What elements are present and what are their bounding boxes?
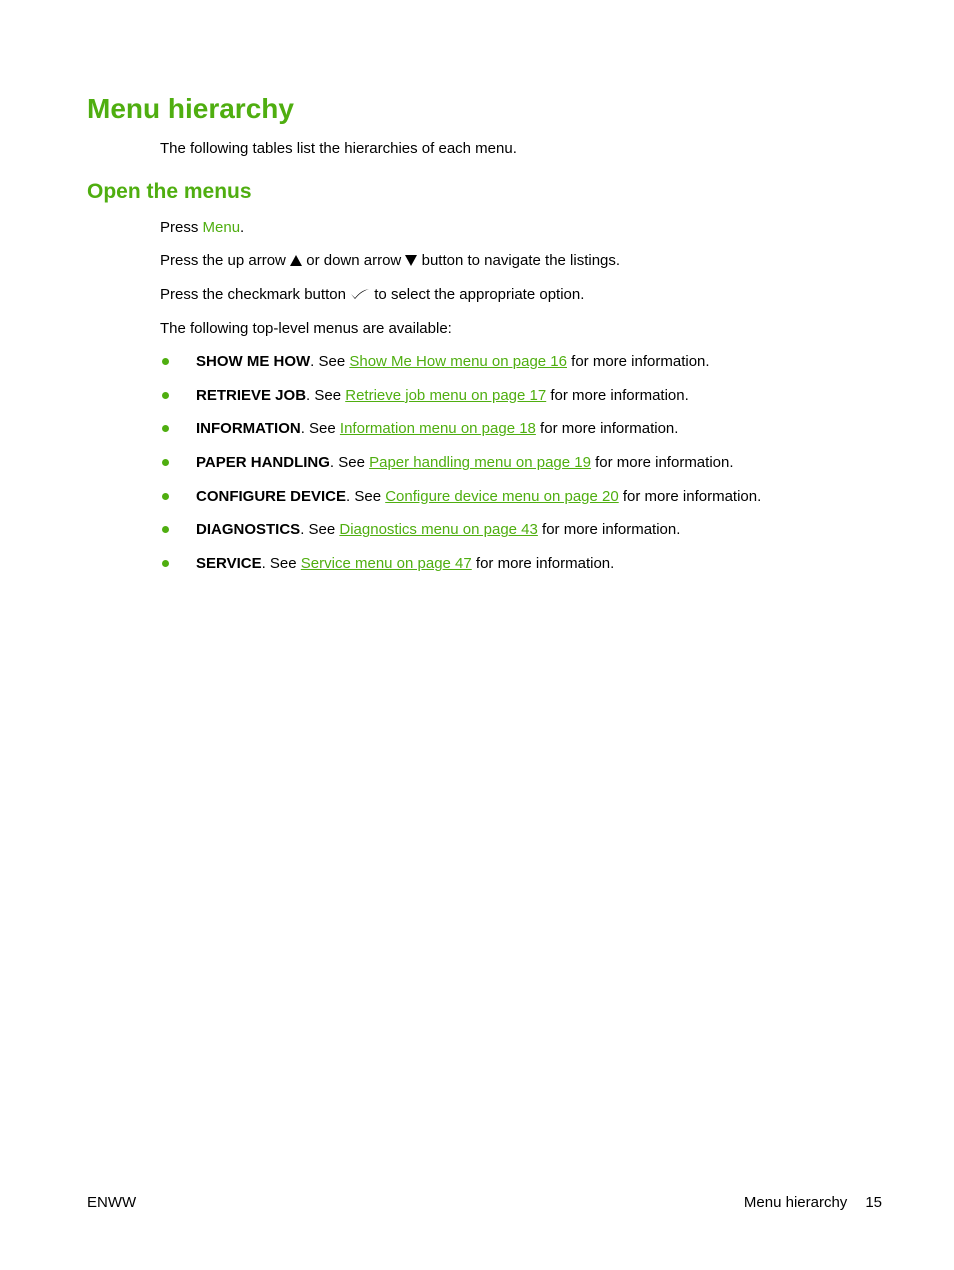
menu-item-link[interactable]: Information menu on page 18 [339,420,536,438]
section-title: Open the menus [87,180,252,203]
menu-item-name: INFORMATION [196,420,301,438]
check-text-2: to select the appropriate option. [370,286,585,303]
bullet-icon [162,425,169,432]
footer-left: ENWW [87,1194,137,1211]
see-text: . See [300,420,340,438]
suffix-text: for more information. [546,386,689,404]
nav-text-1: Press the up arrow [160,252,291,269]
check-text-1: Press the checkmark button [160,286,351,303]
footer-section: Menu hierarchy [743,1194,848,1211]
suffix-text: for more information. [567,353,710,370]
list-item [160,419,761,453]
suffix-text: for more information. [535,420,679,438]
menu-item-name: DIAGNOSTICS [196,521,301,539]
menu-item-name: SHOW ME HOW [196,353,311,370]
menu-item-link[interactable]: Configure device menu on page 20 [385,487,619,505]
down-arrow-icon [405,252,417,271]
see-text: . See [300,521,340,539]
bullet-icon [162,560,169,567]
press-suffix: . [240,219,245,236]
bullet-icon [162,459,169,466]
press-prefix: Press [160,219,203,236]
menu-item-link[interactable]: Diagnostics menu on page 43 [339,521,538,539]
suffix-text: for more information. [471,555,615,573]
list-item [160,487,761,521]
menu-item-link[interactable]: Retrieve job menu on page 17 [345,386,547,404]
menu-list [160,352,761,588]
nav-text-2: or down arrow [302,252,406,269]
list-item [160,453,761,487]
list-item [160,386,761,420]
press-menu-paragraph [160,218,244,237]
checkmark-paragraph [160,285,584,305]
menu-item-name: PAPER HANDLING [196,454,330,472]
checkmark-icon [350,286,370,305]
menu-button-label: Menu [202,219,241,236]
bullet-icon [162,358,169,365]
suffix-text: for more information. [590,454,734,472]
menu-item-link[interactable]: Show Me How menu on page 16 [349,353,567,370]
suffix-text: for more information. [537,521,681,539]
see-text: . See [310,353,350,370]
list-item [160,352,761,386]
menu-item-link[interactable]: Paper handling menu on page 19 [369,454,591,472]
page-number: 15 [865,1194,882,1211]
bullet-icon [162,526,169,533]
list-item [160,520,761,554]
menu-item-name: RETRIEVE JOB [196,386,307,404]
see-text: . See [261,555,301,573]
list-item [160,554,761,588]
up-arrow-icon [290,252,302,271]
menu-item-name: CONFIGURE DEVICE [196,487,347,505]
bullet-icon [162,392,169,399]
nav-text-3: button to navigate the listings. [417,252,621,269]
suffix-text: for more information. [618,487,762,505]
see-text: . See [306,386,346,404]
menu-item-name: SERVICE [196,555,262,573]
navigate-paragraph [160,251,620,271]
see-text: . See [346,487,386,505]
see-text: . See [329,454,370,472]
intro-text: The following tables list the hierarchies of each menu. [160,140,517,157]
menu-item-link[interactable]: Service menu on page 47 [300,555,472,573]
page-title: Menu hierarchy [87,93,294,124]
footer-right [744,1193,882,1212]
toplevel-intro: The following top-level menus are available: [160,320,452,337]
bullet-icon [162,493,169,500]
